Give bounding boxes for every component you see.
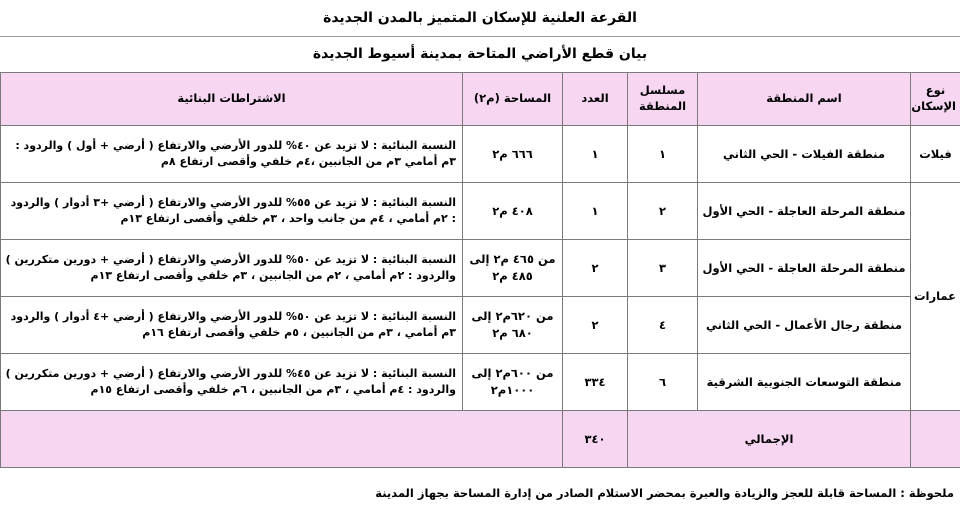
cell-count: ١ bbox=[563, 126, 628, 183]
cell-conditions: النسبة البنائية : لا تزيد عن ٤٥% للدور الأرضي والارتفاع ( أرضي + دورين متكررين ) والردود : ٤م أمامي ، ٣م من الجانبين ، ٦م خلفي وأقصى ارتفاع ١٥م bbox=[1, 354, 463, 411]
note: ملحوظة : المساحة قابلة للعجز والزيادة والعبرة بمحضر الاستلام الصادر من إدارة المساحة بجهاز المدينة bbox=[375, 486, 954, 500]
cell-conditions: النسبة البنائية : لا تزيد عن ٥٠% للدور الأرضي والارتفاع ( أرضي +٤ أدوار ) والردود ٣م أمامي ، ٣م من الجانبين ، ٥م خلفي وأقصى ارتفاع ١٦م bbox=[1, 297, 463, 354]
cell-serial: ١ bbox=[628, 126, 698, 183]
cell-count: ٣٣٤ bbox=[563, 354, 628, 411]
table-row bbox=[1, 126, 960, 183]
document-title: القرعة العلنية للإسكان المتميز بالمدن الجديدة bbox=[0, 0, 960, 37]
cell-conditions: النسبة البنائية : لا تزيد عن ٤٠% للدور الأرضي والارتفاع ( أرضي + أول ) والردود : ٣م أمامي ٣م من الجانبين ،٤م خلفي وأقصى ارتفاع ٨م bbox=[1, 126, 463, 183]
total-empty-cell bbox=[911, 411, 960, 468]
cell-size: من ٦٠٠م٢ إلى ١٠٠٠م٢ bbox=[463, 354, 563, 411]
cell-size: من ٦٢٠م٢ إلى ٦٨٠ م٢ bbox=[463, 297, 563, 354]
header-conditions: الاشتراطات البنائية bbox=[1, 73, 463, 126]
header-area-name: اسم المنطقة bbox=[698, 73, 911, 126]
cell-serial: ٦ bbox=[628, 354, 698, 411]
table-header-row bbox=[1, 73, 960, 126]
cell-serial: ٢ bbox=[628, 183, 698, 240]
total-label: الإجمالي bbox=[628, 411, 911, 468]
total-empty-cell bbox=[1, 411, 563, 468]
cell-housing-type: عمارات bbox=[911, 183, 960, 411]
table-row bbox=[1, 297, 960, 354]
cell-conditions: النسبة البنائية : لا تزيد عن ٥٥% للدور الأرضي والارتفاع ( أرضي +٣ أدوار ) والردود : ٢م أمامي ، ٤م من جانب واحد ، ٣م خلفي وأقصى ارتفاع ١٣م bbox=[1, 183, 463, 240]
cell-serial: ٤ bbox=[628, 297, 698, 354]
cell-housing-type: فيلات bbox=[911, 126, 960, 183]
table-row bbox=[1, 354, 960, 411]
cell-size: ٤٠٨ م٢ bbox=[463, 183, 563, 240]
cell-conditions: النسبة البنائية : لا تزيد عن ٥٠% للدور الأرضي والارتفاع ( أرضي + دورين متكررين ) والردود : ٢م أمامي ، ٢م من الجانبين ، ٣م خلفي وأقصى ارتفاع ١٣م bbox=[1, 240, 463, 297]
header-count: العدد bbox=[563, 73, 628, 126]
cell-area-name: منطقة المرحلة العاجلة - الحي الأول bbox=[698, 183, 911, 240]
cell-area-name: منطقة المرحلة العاجلة - الحي الأول bbox=[698, 240, 911, 297]
document-subtitle: بيان قطع الأراضي المتاحة بمدينة أسيوط الجديدة bbox=[312, 46, 648, 62]
cell-size: ٦٦٦ م٢ bbox=[463, 126, 563, 183]
cell-area-name: منطقة رجال الأعمال - الحي الثاني bbox=[698, 297, 911, 354]
cell-size: من ٤٦٥ م٢ إلى ٤٨٥ م٢ bbox=[463, 240, 563, 297]
header-size: المساحة (م٢) bbox=[463, 73, 563, 126]
header-housing-type: نوع الإسكان bbox=[911, 73, 960, 126]
table-row bbox=[1, 183, 960, 240]
cell-area-name: منطقة التوسعات الجنوبية الشرقية bbox=[698, 354, 911, 411]
cell-count: ٢ bbox=[563, 240, 628, 297]
table-row bbox=[1, 240, 960, 297]
cell-count: ٢ bbox=[563, 297, 628, 354]
cell-area-name: منطقة الفيلات - الحي الثاني bbox=[698, 126, 911, 183]
cell-count: ١ bbox=[563, 183, 628, 240]
header-area-serial: مسلسل المنطقة bbox=[628, 73, 698, 126]
land-plots-table bbox=[0, 72, 960, 468]
total-count: ٣٤٠ bbox=[563, 411, 628, 468]
total-row bbox=[1, 411, 960, 468]
cell-serial: ٣ bbox=[628, 240, 698, 297]
